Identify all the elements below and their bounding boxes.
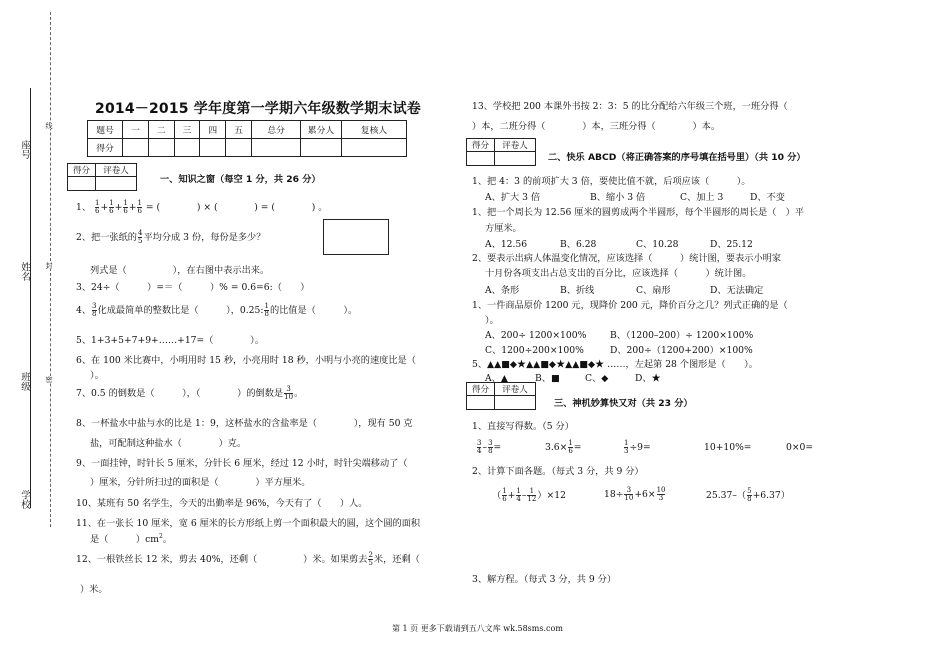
question-4: 4、 $\frac{3}{8}$ 化成最简单的整数比是（ ），0.25: $\frac{1}{8}$ 的比值是（ ）。 <box>76 302 358 318</box>
fraction: $\frac{3}{8}$ <box>488 439 493 455</box>
question-6-cont: ）。 <box>90 370 104 381</box>
s2-q4-option[interactable]: B、（1200–200）÷ 1200×100% <box>610 330 754 341</box>
score-cell[interactable] <box>148 139 174 157</box>
s3-q1-items: $\frac{3}{4}$ – $\frac{3}{8}$ = <box>477 439 502 455</box>
binding-dashed-line <box>50 12 51 527</box>
question-11: 11、在一张长 10 厘米，宽 6 厘米的长方形纸上剪一个面积最大的圆，这个圆的面积 <box>76 518 421 529</box>
s3-question-2: 2、计算下面各题。（每式 3 分，共 9 分） <box>472 466 644 477</box>
score-cell[interactable] <box>251 139 300 157</box>
section1-heading: 一、知识之窗（每空 1 分，共 26 分） <box>160 174 321 185</box>
fraction: $\frac{3}{4}$ <box>477 439 482 455</box>
s2-question-2-cont: 方厘米。 <box>485 223 522 234</box>
score-header: 四 <box>200 121 226 139</box>
question-6: 6、在 100 米比赛中，小明用时 15 秒，小亮用时 18 秒，小明与小亮的速度比是（ <box>76 355 416 366</box>
s2-q1-option[interactable]: B、缩小 3 倍 <box>590 192 646 203</box>
page-title: 2014－2015 学年度第一学期六年级数学期末试卷 <box>95 101 422 117</box>
section1-scorebox <box>67 163 137 191</box>
scorebox-label: 得分 <box>68 164 96 177</box>
seal-char: 封 <box>45 262 53 269</box>
score-header: 题号 <box>88 121 123 139</box>
s2-q5-option[interactable]: B、■ <box>535 373 560 384</box>
fraction: $\frac{1}{8}$ <box>264 302 269 318</box>
question-10: 10、某班有 50 名学生，今天的出勤率是 96%，今天有了（ ）人。 <box>76 498 368 509</box>
s2-q2-option[interactable]: A、12.56 <box>485 239 528 250</box>
score-cell[interactable] <box>174 139 200 157</box>
s2-q4-option[interactable]: D、200÷（1200+200）×100% <box>610 345 753 356</box>
fraction: $\frac{1}{6}$ <box>123 199 128 215</box>
fraction: $\frac{1}{3}$ <box>624 439 629 455</box>
question-7: 7、0.5 的倒数是（ ），（ ）的倒数是 $\frac{3}{10}$ 。 <box>76 385 304 401</box>
s2-q5-option[interactable]: D、★ <box>635 373 661 384</box>
s3-q2-item: 25.37–（ $\frac{5}{8}$ +6.37） <box>706 487 790 503</box>
question-8-cont: 盐，可配制这种盐水（ ）克。 <box>90 438 247 449</box>
s2-question-3: 2、要表示出病人体温变化情况，应该选择（ ）统计图，要表示小明家 <box>472 253 782 264</box>
score-header: 五 <box>226 121 252 139</box>
scorebox-cell[interactable] <box>494 152 535 166</box>
s2-question-1: 1、把 4：3 的前项扩大 3 倍，要使比值不就，后项应该（ ）。 <box>472 176 751 187</box>
fraction: $\frac{3}{8}$ <box>92 302 97 318</box>
s2-q3-option[interactable]: C、扇形 <box>636 285 671 296</box>
fraction: $\frac{1}{6}$ <box>568 439 573 455</box>
s2-q2-option[interactable]: D、25.12 <box>710 239 753 250</box>
s3-question-3: 3、解方程。（每式 3 分，共 9 分） <box>472 574 617 585</box>
score-header: 累分人 <box>301 121 342 139</box>
s2-q2-option[interactable]: B、6.28 <box>560 239 597 250</box>
s2-q1-option[interactable]: C、加上 3 <box>680 192 724 203</box>
s2-q2-option[interactable]: C、10.28 <box>636 239 679 250</box>
fraction: $\frac{10}{3}$ <box>656 486 666 502</box>
s3-q1-item: 10+10%= <box>704 442 752 453</box>
question-12: 12、一根铁丝长 12 米，剪去 40%，还剩（ ）米。如果剪去 $\frac{2}{5}$ 米，还剩（ <box>76 551 420 567</box>
score-header: 一 <box>123 121 149 139</box>
scorebox-label: 评卷人 <box>494 383 535 396</box>
score-table <box>87 120 407 157</box>
score-header: 复核人 <box>342 121 407 139</box>
section3-scorebox <box>466 382 536 410</box>
section2-heading: 二、快乐 ABCD（将正确答案的序号填在括号里）（共 10 分） <box>548 152 806 163</box>
fraction: $\frac{1}{6}$ <box>94 199 100 215</box>
question-13: 13、学校把 200 本课外书按 2：3：5 的比分配给六年级三个班，一班分得（ <box>472 101 788 112</box>
fraction: $\frac{2}{5}$ <box>368 551 373 567</box>
question-2: 2、把一张纸的 $\frac{4}{5}$ 平均分成 3 份，每份是多少？ <box>76 229 266 245</box>
s2-q3-option[interactable]: D、无法确定 <box>710 285 764 296</box>
question-9-cont: ）厘米，分针所扫过的面积是（ ）平方厘米。 <box>90 477 311 488</box>
question-5: 5、1+3+5+7+9+……+17=（ ）。 <box>76 335 264 346</box>
score-cell[interactable] <box>123 139 149 157</box>
fraction: $\frac{3}{10}$ <box>284 385 294 401</box>
class-label: 班级 <box>19 372 30 391</box>
s3-q1-item: $\frac{1}{3}$ ÷9= <box>624 439 651 455</box>
s2-q1-option[interactable]: D、不变 <box>750 192 785 203</box>
scorebox-label: 评卷人 <box>95 164 136 177</box>
fraction: $\frac{4}{5}$ <box>137 229 143 245</box>
s2-question-5: 5、▲▲■◆★▲▲■◆★▲▲■◆★ ……，左起第 28 个图形是（ ）。 <box>472 359 758 370</box>
question-11-cont: 是（ ）$cm^2$。 <box>90 532 172 545</box>
seat-label: 座号 <box>19 140 30 159</box>
scorebox-cell[interactable] <box>467 152 495 166</box>
section3-heading: 三、神机妙算快又对（共 23 分） <box>554 398 693 409</box>
fraction: $\frac{1}{6}$ <box>137 199 142 215</box>
s2-q1-option[interactable]: A、扩大 3 倍 <box>485 192 541 203</box>
scorebox-cell[interactable] <box>95 177 136 191</box>
s2-q5-option[interactable]: A、▲ <box>485 373 508 384</box>
page-footer: 第 1 页 更多下载请到五八文库 wk.58sms.com <box>392 624 563 633</box>
fraction: $\frac{1}{4}$ <box>516 487 521 503</box>
drawing-box[interactable] <box>323 219 389 255</box>
scorebox-cell[interactable] <box>467 396 495 410</box>
score-cell[interactable] <box>200 139 226 157</box>
score-header: 总分 <box>251 121 300 139</box>
question-2-answer: 列式是（ ），在右图中表示出来。 <box>90 265 270 276</box>
mark-char: 密 <box>45 376 53 383</box>
s2-q3-option[interactable]: B、折线 <box>560 285 595 296</box>
question-1: 1、 $\frac{1}{6}$ + $\frac{1}{6}$ + $\frac{1}{6}$ + $\frac{1}{6}$ = ( ) × ( ) = ( ) 。 <box>76 199 328 215</box>
score-cell[interactable] <box>226 139 252 157</box>
s2-question-4-cont: ）。 <box>485 315 499 326</box>
s2-q4-option[interactable]: A、200÷ 1200×100% <box>485 330 587 341</box>
score-header: 三 <box>174 121 200 139</box>
line-char: 线 <box>45 122 53 129</box>
name-label: 姓名 <box>19 262 30 281</box>
question-13-cont: ）本，二班分得（ ）本，三班分得（ ）本。 <box>472 121 721 132</box>
s2-q5-option[interactable]: C、◆ <box>585 373 609 384</box>
s2-q3-option[interactable]: A、条形 <box>485 285 520 296</box>
scorebox-label: 评卷人 <box>494 139 535 152</box>
question-3: 3、24÷（ ）=＝（ ）% = 0.6=6:（ ） <box>76 282 310 293</box>
s2-question-2: 1、把一个周长为 12.56 厘米的圆剪成两个半圆形，每个半圆形的周长是（ ）平 <box>472 207 804 218</box>
s3-q2-item: （ $\frac{1}{6}$ + $\frac{1}{4}$ – $\frac{1}{12}$ ）×12 <box>492 487 566 503</box>
question-9: 9、一面挂钟，时针长 5 厘米，分针长 6 厘米，经过 12 小时，时针尖端移动了（ <box>76 458 408 469</box>
s2-question-3-cont: 十月份各项支出占总支出的百分比，应该选择（ ）统计图。 <box>485 268 752 279</box>
scorebox-cell[interactable] <box>68 177 96 191</box>
scorebox-label: 得分 <box>467 139 495 152</box>
scorebox-label: 得分 <box>467 383 495 396</box>
s3-q2-item: 18÷ $\frac{3}{10}$ +6× $\frac{10}{3}$ <box>604 486 666 502</box>
score-row-label: 得分 <box>88 139 123 157</box>
score-cell[interactable] <box>301 139 342 157</box>
fraction: $\frac{5}{8}$ <box>747 487 752 503</box>
scorebox-cell[interactable] <box>494 396 535 410</box>
s2-question-4: 1、一件商品原价 1200 元，现降价 200 元，降价百分之几？列式正确的是（ <box>472 300 788 311</box>
fraction: $\frac{1}{6}$ <box>109 199 114 215</box>
school-label: 学校 <box>19 490 30 509</box>
question-12-cont: ）米。 <box>80 584 108 595</box>
fraction: $\frac{3}{10}$ <box>624 486 634 502</box>
s3-q1-item: 3.6× $\frac{1}{6}$ = <box>545 439 582 455</box>
s3-q1-item: 0×0= <box>786 442 814 453</box>
score-cell[interactable] <box>342 139 407 157</box>
fraction: $\frac{1}{6}$ <box>502 487 507 503</box>
question-8: 8、一杯盐水中盐与水的比是 1：9，这杯盐水的含盐率是（ ），现有 50 克 <box>76 418 413 429</box>
s3-question-1: 1、直接写得数。（5 分） <box>472 421 574 432</box>
score-header: 二 <box>148 121 174 139</box>
s2-q4-option[interactable]: C、1200÷200×100% <box>485 345 584 356</box>
section2-scorebox <box>466 138 536 166</box>
fraction: $\frac{1}{12}$ <box>527 487 537 503</box>
